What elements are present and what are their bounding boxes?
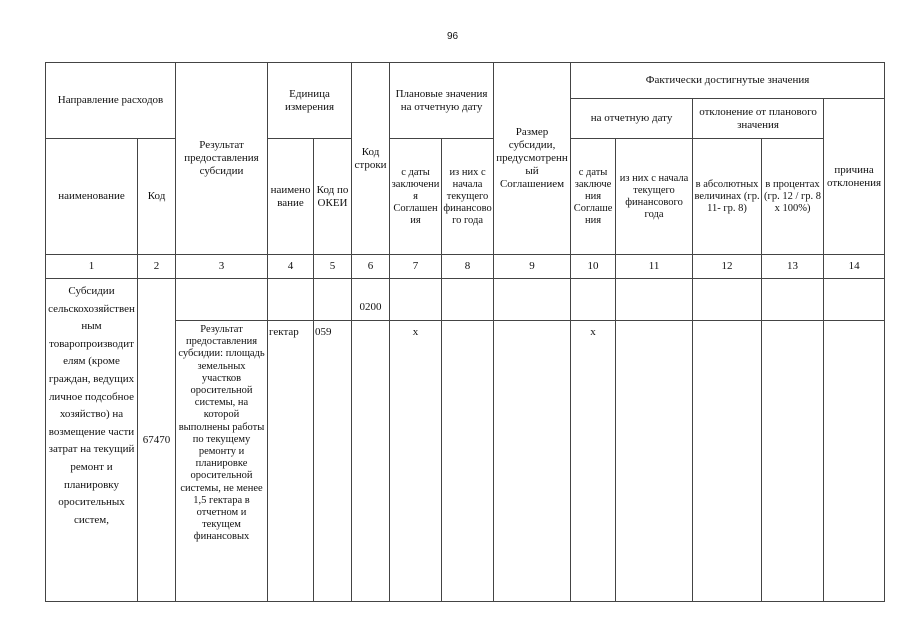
row-actual-from-signing: x — [571, 321, 616, 602]
column-number: 14 — [824, 255, 885, 279]
column-number: 5 — [314, 255, 352, 279]
header-unit: Единица измерения — [268, 63, 352, 139]
header-percent: в процентах (гр. 12 / гр. 8 х 100%) — [762, 139, 824, 255]
header-name: наименование — [46, 139, 138, 255]
row-cell — [494, 279, 571, 321]
column-number: 1 — [46, 255, 138, 279]
header-actual: Фактически достигнутые значения — [571, 63, 885, 99]
row-cell — [824, 321, 885, 602]
row-cell — [352, 321, 390, 602]
row-cell — [824, 279, 885, 321]
header-result: Результат предоставления субсидии — [176, 63, 268, 255]
row-cell — [494, 321, 571, 602]
row-cell — [442, 321, 494, 602]
column-number: 4 — [268, 255, 314, 279]
column-number: 9 — [494, 255, 571, 279]
header-code: Код — [138, 139, 176, 255]
header-planned: Плановые значения на отчетную дату — [390, 63, 494, 139]
subsidy-report-table — [45, 62, 885, 602]
row-cell — [268, 279, 314, 321]
row-okei: 059 — [314, 321, 352, 602]
header-actual-from-year-start: из них с начала текущего финансового года — [616, 139, 693, 255]
row-code: 67470 — [138, 279, 176, 602]
column-number: 3 — [176, 255, 268, 279]
row-cell — [571, 279, 616, 321]
row-cell — [176, 279, 268, 321]
header-direction: Направление расходов — [46, 63, 176, 139]
header-deviation: отклонение от планового значения — [693, 99, 824, 139]
column-number: 8 — [442, 255, 494, 279]
header-planned-from-signing: с даты заключения Соглашения — [390, 139, 442, 255]
column-number: 11 — [616, 255, 693, 279]
row-cell — [762, 279, 824, 321]
page-number: 96 — [446, 31, 459, 42]
row-line-code: 0200 — [352, 279, 390, 321]
row-cell — [616, 321, 693, 602]
row-cell — [693, 279, 762, 321]
header-actual-from-signing: с даты заключения Соглашения — [571, 139, 616, 255]
header-abs-values: в абсолютных величинах (гр. 11- гр. 8) — [693, 139, 762, 255]
column-number: 10 — [571, 255, 616, 279]
header-on-report-date: на отчетную дату — [571, 99, 693, 139]
row-cell — [390, 279, 442, 321]
column-number: 12 — [693, 255, 762, 279]
row-cell — [693, 321, 762, 602]
column-number: 7 — [390, 255, 442, 279]
column-number: 13 — [762, 255, 824, 279]
header-planned-from-year-start: из них с начала текущего финансового года — [442, 139, 494, 255]
row-planned-from-signing: x — [390, 321, 442, 602]
row-cell — [616, 279, 693, 321]
row-cell — [762, 321, 824, 602]
column-number: 2 — [138, 255, 176, 279]
header-line-code: Код строки — [352, 63, 390, 255]
row-name: Субсидии сельскохозяйственным товаропроизводителям (кроме граждан, ведущих личное подсобное хозяйство) на возмещение части затрат на текущий ремонт и планировку оросительных систем, — [46, 279, 138, 602]
column-number: 6 — [352, 255, 390, 279]
row-unit: гектар — [268, 321, 314, 602]
header-okei: Код по ОКЕИ — [314, 139, 352, 255]
header-reason: причина отклонения — [824, 99, 885, 255]
row-cell — [314, 279, 352, 321]
row-result: Результат предоставления субсидии: площадь земельных участков оросительной системы, на которой выполнены работы по текущему ремонту и планировке оросительной системы, не менее 1,5 гектара в отчетном и текущем финансовых — [176, 321, 268, 602]
row-cell — [442, 279, 494, 321]
header-unit-name: наименование — [268, 139, 314, 255]
header-subsidy-size: Размер субсидии, предусмотренный Соглашением — [494, 63, 571, 255]
